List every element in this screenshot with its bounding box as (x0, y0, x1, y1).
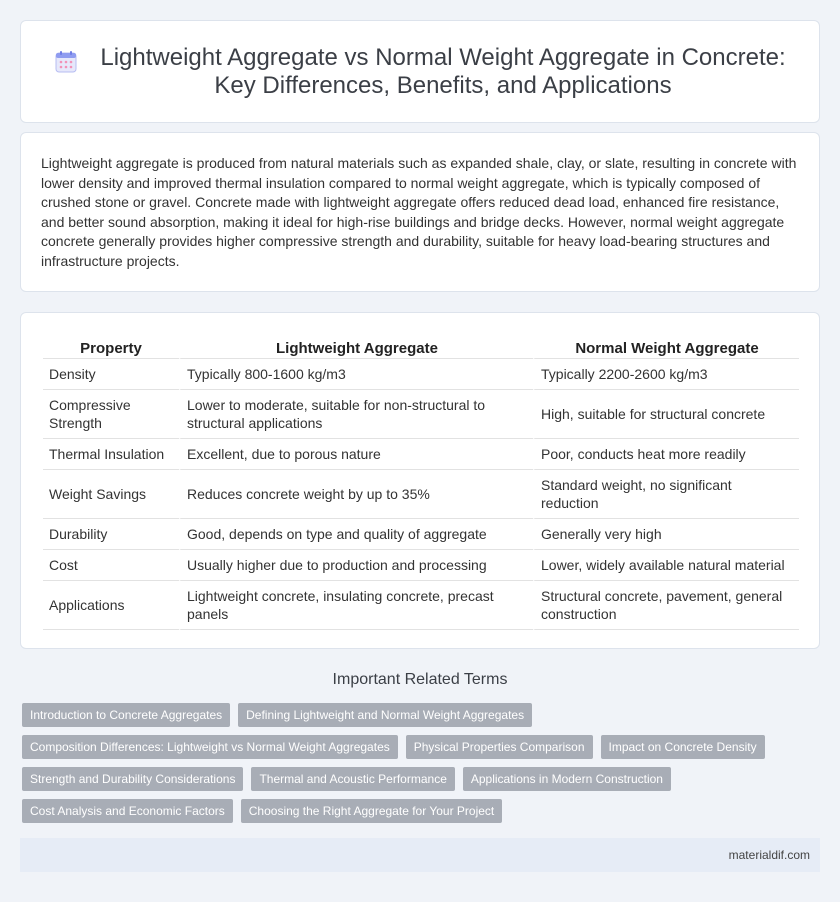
related-term-link[interactable]: Composition Differences: Lightweight vs Normal Weight Aggregates (22, 735, 398, 759)
footer-site-link[interactable]: materialdif.com (728, 848, 810, 862)
table-header-row (43, 333, 799, 359)
table-cell-normal: High, suitable for structural concrete (533, 390, 799, 439)
related-term-link[interactable]: Applications in Modern Construction (463, 767, 671, 791)
table-cell-normal: Structural concrete, pavement, general construction (533, 581, 799, 630)
related-term-link[interactable]: Cost Analysis and Economic Factors (22, 799, 233, 823)
table-cell-normal: Lower, widely available natural material (533, 550, 799, 581)
related-term-link[interactable]: Thermal and Acoustic Performance (251, 767, 454, 791)
related-terms-title: Important Related Terms (332, 671, 508, 688)
page-title (100, 44, 785, 100)
comparison-table (43, 333, 799, 630)
related-term-link[interactable]: Physical Properties Comparison (406, 735, 593, 759)
title-card (20, 20, 820, 123)
table-cell-lightweight: Lightweight concrete, insulating concrete, precast panels (179, 581, 533, 630)
table-cell-normal: Poor, conducts heat more readily (533, 439, 799, 470)
related-term-link[interactable]: Impact on Concrete Density (601, 735, 765, 759)
tag-row (22, 735, 812, 759)
table-row (43, 390, 799, 439)
related-term-link[interactable]: Introduction to Concrete Aggregates (22, 703, 230, 727)
table-cell-lightweight: Excellent, due to porous nature (179, 439, 533, 470)
title-line-2: Key Differences, Benefits, and Applications (214, 71, 672, 99)
tag-row (22, 703, 812, 727)
tag-row (22, 799, 812, 823)
table-cell-property: Density (43, 359, 179, 390)
title-wrap (54, 44, 785, 100)
table-cell-lightweight: Typically 800-1600 kg/m3 (179, 359, 533, 390)
intro-card (20, 132, 820, 292)
intro-paragraph: Lightweight aggregate is produced from natural materials such as expanded shale, clay, or slate, resulting in concrete with lower density and improved thermal insulation compared to normal weight aggregate, which is typically composed of crushed stone or gravel. Concrete made with lightweight aggregate offers reduced dead load, enhanced fire resistance, and better sound absorption, making it ideal for high-rise buildings and bridge decks. However, normal weight aggregate concrete generally provides higher compressive strength and durability, suitable for heavy load-bearing structures and infrastructure projects. (41, 155, 797, 269)
table-row (43, 470, 799, 519)
header-normal-weight: Normal Weight Aggregate (533, 333, 799, 359)
table-row (43, 581, 799, 630)
table-cell-lightweight: Lower to moderate, suitable for non-structural to structural applications (179, 390, 533, 439)
calendar-icon (54, 50, 78, 74)
header-property: Property (43, 333, 179, 359)
table-row (43, 439, 799, 470)
header-lightweight: Lightweight Aggregate (179, 333, 533, 359)
table-row (43, 359, 799, 390)
comparison-table-card (20, 312, 820, 649)
table-cell-property: Durability (43, 519, 179, 550)
table-cell-normal: Standard weight, no significant reduction (533, 470, 799, 519)
related-term-link[interactable]: Defining Lightweight and Normal Weight Aggregates (238, 703, 532, 727)
title-line-1: Lightweight Aggregate vs Normal Weight Aggregate in Concrete: (100, 43, 786, 71)
table-cell-normal: Typically 2200-2600 kg/m3 (533, 359, 799, 390)
table-cell-property: Cost (43, 550, 179, 581)
related-terms-list (22, 703, 812, 831)
table-row (43, 519, 799, 550)
table-cell-property: Applications (43, 581, 179, 630)
table-cell-lightweight: Usually higher due to production and processing (179, 550, 533, 581)
table-cell-lightweight: Good, depends on type and quality of aggregate (179, 519, 533, 550)
table-row (43, 550, 799, 581)
related-term-link[interactable]: Strength and Durability Considerations (22, 767, 243, 791)
footer-bar (20, 838, 820, 872)
table-cell-property: Thermal Insulation (43, 439, 179, 470)
tag-row (22, 767, 812, 791)
table-cell-normal: Generally very high (533, 519, 799, 550)
related-term-link[interactable]: Choosing the Right Aggregate for Your Project (241, 799, 503, 823)
table-cell-lightweight: Reduces concrete weight by up to 35% (179, 470, 533, 519)
table-cell-property: Weight Savings (43, 470, 179, 519)
table-cell-property: Compressive Strength (43, 390, 179, 439)
